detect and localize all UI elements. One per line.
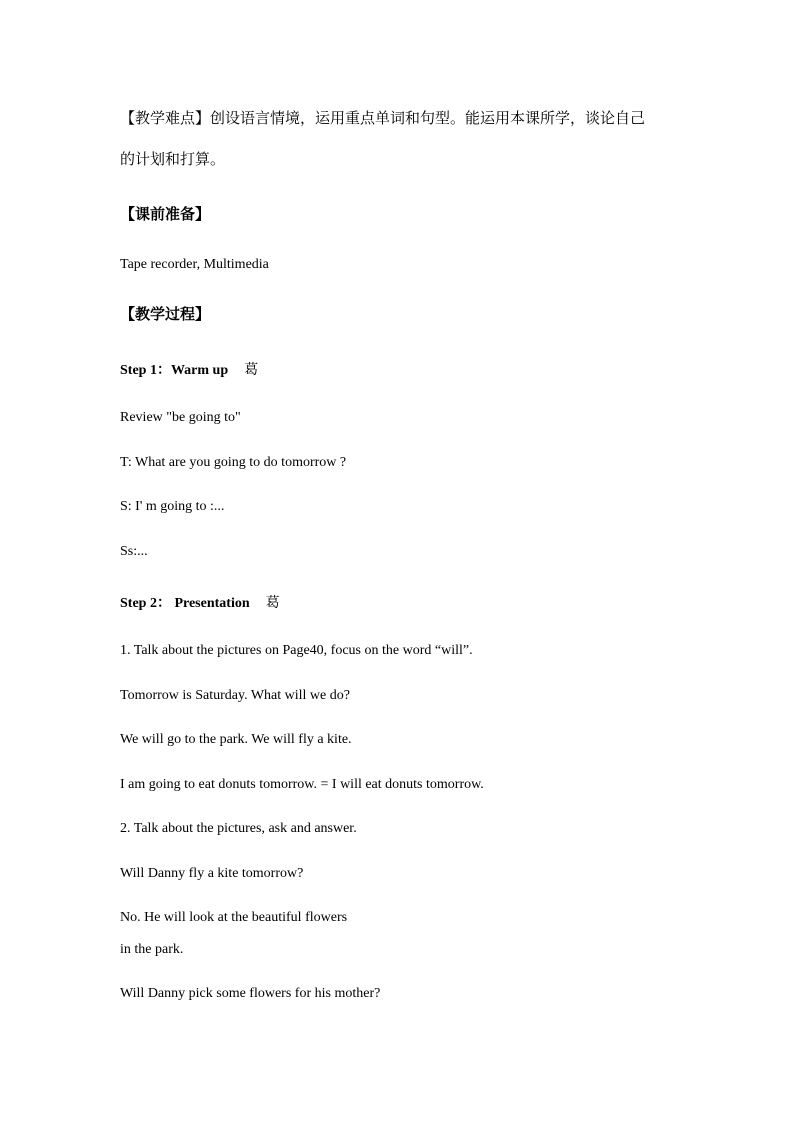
step2-glyph: 葛 <box>265 595 280 611</box>
step2-line: 1. Talk about the pictures on Page40, focus on the word “will”. <box>120 643 473 658</box>
step2-line: We will go to the park. We will fly a kite. <box>120 732 352 747</box>
step2-title: Step 2： Presentation <box>120 596 250 611</box>
step2-line: I am going to eat donuts tomorrow. = I will eat donuts tomorrow. <box>120 777 484 792</box>
step2-line: Will Danny pick some flowers for his mother? <box>120 986 381 1001</box>
teaching-difficulty-line-2: 的计划和打算。 <box>120 150 226 168</box>
step1-glyph: 葛 <box>244 362 259 378</box>
step2-heading <box>120 594 280 613</box>
step2-line: in the park. <box>120 942 184 957</box>
teaching-process-heading: 【教学过程】 <box>120 305 211 323</box>
step1-heading <box>120 361 258 380</box>
step2-line: No. He will look at the beautiful flowers <box>120 910 348 925</box>
preparation-text: Tape recorder, Multimedia <box>120 257 269 272</box>
step1-line: S: I' m going to :... <box>120 499 225 514</box>
step2-line: Tomorrow is Saturday. What will we do? <box>120 688 350 703</box>
step2-line: 2. Talk about the pictures, ask and answer. <box>120 821 357 836</box>
step2-line: Will Danny fly a kite tomorrow? <box>120 866 304 881</box>
step1-line: Ss:... <box>120 544 148 559</box>
step1-line: Review "be going to" <box>120 410 241 425</box>
teaching-difficulty-line-1: 【教学难点】创设语言情境，运用重点单词和句型。能运用本课所学，谈论自己 <box>120 109 646 127</box>
step1-line: T: What are you going to do tomorrow ? <box>120 455 347 470</box>
step1-title: Step 1：Warm up <box>120 363 229 378</box>
preparation-heading: 【课前准备】 <box>120 205 211 223</box>
